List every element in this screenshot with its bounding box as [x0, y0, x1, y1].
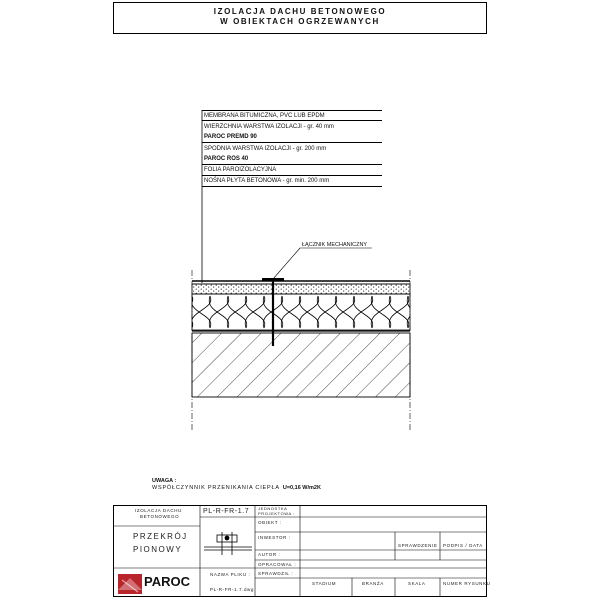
- note: [152, 478, 321, 492]
- fastener-label: ŁĄCZNIK MECHANICZNY: [302, 242, 368, 248]
- insulation-loop: [281, 296, 301, 328]
- tb-label-branch: BRANŻA: [362, 581, 384, 586]
- title-line-2: W OBIEKTACH OGRZEWANYCH: [220, 17, 380, 26]
- insulation-loop: [209, 296, 229, 328]
- tb-label-stadium: STADIUM: [312, 581, 337, 586]
- tb-file-name: PL-R-FR-1.7.dwg: [210, 587, 255, 592]
- tb-label-drafted: OPRACOWAŁ :: [258, 562, 297, 567]
- membrane-layer: [192, 281, 410, 284]
- legend-bottom-insulation-product: PAROC ROS 40: [204, 156, 249, 162]
- insulation-loop: [389, 296, 409, 328]
- tb-label-investor: INWESTOR :: [258, 535, 291, 540]
- legend-top-insulation-product: PAROC PREMD 90: [204, 134, 257, 140]
- tb-label-author: AUTOR :: [258, 552, 281, 557]
- tb-label-drawing-no: NUMER RYSUNKU: [443, 581, 491, 586]
- tb-brand: PAROC: [144, 574, 190, 589]
- tb-drawing-code: PL-R-FR-1.7: [203, 508, 250, 515]
- tb-subject-line-1: IZOLACJA DACHU: [135, 508, 182, 513]
- note-value: U=0,16 W/m2K: [282, 485, 321, 491]
- top-insulation-layer: [192, 284, 410, 294]
- insulation-loop: [173, 296, 193, 328]
- insulation-loop: [317, 296, 337, 328]
- insulation-loop: [353, 296, 373, 328]
- insulation-loop: [245, 296, 265, 328]
- tb-label-scale: SKALA: [408, 581, 426, 586]
- tb-label-sign-date: PODPIS / DATA: [443, 543, 483, 548]
- insulation-loop: [299, 296, 319, 328]
- tb-label-stage: JEDNOSTKA PROJEKTOWA :: [258, 506, 295, 516]
- insulation-loop: [335, 296, 355, 328]
- tb-label-check: SPRAWDZENIE: [398, 543, 438, 548]
- insulation-loop: [191, 296, 211, 328]
- bottom-insulation-layer: [173, 294, 427, 330]
- title-line-1: IZOLACJA DACHU BETONOWEGO: [213, 7, 387, 16]
- tb-file-label: NAZWA PLIKU :: [210, 572, 251, 577]
- legend-vapour-barrier: FOLIA PAROIZOLACYJNA: [202, 165, 382, 176]
- legend-bottom-insulation-desc: SPODNIA WARSTWA IZOLACJI - gr. 200 mm: [204, 146, 327, 152]
- note-text: WSPÓŁCZYNNIK PRZENIKANIA CIEPŁA: [152, 485, 280, 491]
- insulation-loop: [371, 296, 391, 328]
- legend-top-insulation-desc: WIERZCHNIA WARSTWA IZOLACJI - gr. 40 mm: [204, 124, 334, 130]
- tb-view-line-2: PIONOWY: [133, 545, 183, 554]
- tb-view-line-1: PRZEKRÓJ: [133, 532, 188, 541]
- concrete-slab-layer: [192, 333, 410, 397]
- tb-label-object: OBIEKT :: [258, 520, 282, 525]
- legend-concrete-slab: NOŚNA PŁYTA BETONOWA - gr. min. 200 mm: [202, 176, 382, 187]
- legend-membrane: MEMBRANA BITUMICZNA, PVC LUB EPDM: [202, 110, 382, 121]
- tb-subject-line-2: BETONOWEGO: [140, 514, 180, 519]
- insulation-loop: [227, 296, 247, 328]
- note-title: UWAGA :: [152, 478, 177, 484]
- tb-label-checked: SPRAWDZIŁ :: [258, 571, 294, 576]
